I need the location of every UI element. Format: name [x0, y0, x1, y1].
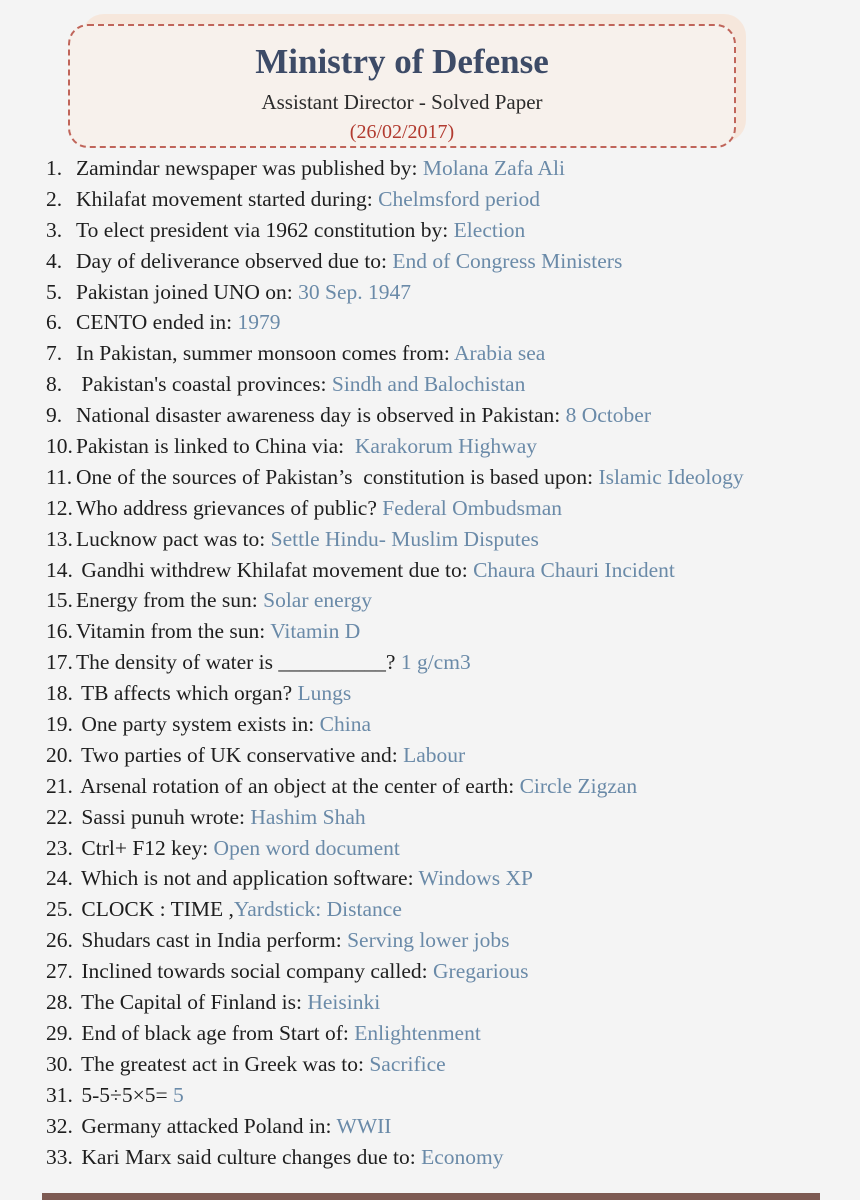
question-number: 29.: [46, 1020, 73, 1045]
answer-text: Election: [453, 217, 526, 242]
question-text: End of black age from Start of:: [76, 1020, 355, 1045]
question-text: Lucknow pact was to:: [76, 526, 271, 551]
question-number: 27.: [46, 959, 73, 984]
answer-text: Windows XP: [418, 866, 533, 891]
question-number: 8.: [46, 372, 63, 397]
question-number: 6.: [46, 310, 63, 335]
question-number: 2.: [46, 186, 63, 211]
question-item: [46, 678, 836, 709]
answer-text: End of Congress Ministers: [392, 248, 623, 273]
question-text: CLOCK : TIME ,: [76, 897, 234, 922]
question-number: 20.: [46, 742, 73, 767]
question-item: [46, 153, 836, 184]
question-item: [46, 1080, 836, 1111]
question-item: [46, 771, 836, 802]
answer-text: Labour: [403, 742, 466, 767]
question-number: 9.: [46, 403, 63, 428]
question-item: [46, 524, 836, 555]
question-number: 26.: [46, 928, 73, 953]
question-text: Ctrl+ F12 key:: [76, 835, 214, 860]
question-item: [46, 1111, 836, 1142]
question-number: 21.: [46, 773, 73, 798]
answer-text: Chelmsford period: [378, 186, 540, 211]
question-item: [46, 709, 836, 740]
question-item: [46, 894, 836, 925]
answer-text: Heisinki: [307, 990, 381, 1015]
answer-text: China: [319, 712, 371, 737]
question-number: 17.: [46, 650, 73, 675]
question-item: [46, 585, 836, 616]
answer-text: Karakorum Highway: [354, 434, 537, 459]
question-number: 11.: [46, 464, 73, 489]
question-number: 7.: [46, 341, 63, 366]
question-text: Shudars cast in India perform:: [76, 928, 348, 953]
footer-bar: [42, 1193, 820, 1200]
question-number: 24.: [46, 866, 73, 891]
question-item: [46, 1018, 836, 1049]
question-text: The greatest act in Greek was to:: [76, 1051, 370, 1076]
question-number: 19.: [46, 712, 73, 737]
question-text: Inclined towards social company called:: [76, 959, 434, 984]
answer-text: Enlightenment: [354, 1020, 481, 1045]
question-number: 1.: [46, 156, 63, 180]
answer-text: WWII: [336, 1113, 392, 1138]
question-text: National disaster awareness day is observed in Pakistan:: [76, 403, 566, 428]
question-item: [46, 863, 836, 894]
question-item: [46, 740, 836, 771]
answer-text: Open word document: [213, 835, 400, 860]
question-text: The Capital of Finland is:: [76, 990, 308, 1015]
question-number: 18.: [46, 681, 73, 706]
question-text: One of the sources of Pakistan’s constitution is based upon:: [76, 464, 599, 489]
question-text: TB affects which organ?: [76, 681, 298, 706]
question-text: The density of water is __________?: [76, 650, 401, 675]
question-item: [46, 431, 836, 462]
header-box: [68, 24, 736, 148]
question-text: Pakistan's coastal provinces:: [76, 372, 332, 397]
question-text: Day of deliverance observed due to:: [76, 248, 393, 273]
answer-text: Federal Ombudsman: [382, 495, 562, 520]
question-item: [46, 987, 836, 1018]
question-number: 4.: [46, 248, 63, 273]
answer-text: Economy: [421, 1144, 504, 1169]
question-number: 33.: [46, 1144, 73, 1169]
answer-text: Chaura Chauri Incident: [473, 557, 675, 582]
question-item: [46, 925, 836, 956]
question-text: In Pakistan, summer monsoon comes from:: [76, 341, 455, 366]
question-text: Vitamin from the sun:: [76, 619, 271, 644]
question-number: 25.: [46, 897, 73, 922]
page-title: Ministry of Defense: [255, 42, 549, 81]
question-item: [46, 1142, 836, 1173]
answer-text: Molana Zafa Ali: [422, 156, 565, 180]
question-number: 16.: [46, 619, 73, 644]
question-item: [46, 802, 836, 833]
question-item: [46, 1049, 836, 1080]
answer-text: 1979: [237, 310, 281, 335]
question-number: 5.: [46, 279, 63, 304]
question-number: 10.: [46, 434, 73, 459]
question-text: Gandhi withdrew Khilafat movement due to:: [76, 557, 474, 582]
answer-text: Yardstick: Distance: [233, 897, 402, 922]
answer-text: Vitamin D: [270, 619, 361, 644]
question-item: [46, 400, 836, 431]
question-item: [46, 833, 836, 864]
question-item: [46, 184, 836, 215]
question-text: 5-5÷5×5=: [76, 1082, 173, 1107]
paper-date: (26/02/2017): [349, 121, 455, 143]
question-item: [46, 647, 836, 678]
answer-text: Sacrifice: [369, 1051, 446, 1076]
question-item: [46, 462, 836, 493]
question-number: 30.: [46, 1051, 73, 1076]
page-subtitle: Assistant Director - Solved Paper: [261, 90, 543, 114]
question-text: Who address grievances of public?: [76, 495, 383, 520]
answer-text: Hashim Shah: [250, 804, 366, 829]
answer-text: 5: [172, 1082, 184, 1107]
answer-text: Solar energy: [263, 588, 372, 613]
question-text: Khilafat movement started during:: [76, 186, 379, 211]
question-text: To elect president via 1962 constitution by:: [76, 217, 454, 242]
question-number: 23.: [46, 835, 73, 860]
question-number: 32.: [46, 1113, 73, 1138]
question-list: [46, 153, 836, 1172]
question-item: [46, 616, 836, 647]
question-number: 31.: [46, 1082, 73, 1107]
question-text: Kari Marx said culture changes due to:: [76, 1144, 422, 1169]
answer-text: Islamic Ideology: [598, 464, 744, 489]
question-text: Two parties of UK conservative and:: [76, 742, 404, 767]
question-text: Pakistan is linked to China via:: [76, 434, 355, 459]
question-item: [46, 307, 836, 338]
question-text: Zamindar newspaper was published by:: [76, 156, 423, 180]
question-text: Pakistan joined UNO on:: [76, 279, 299, 304]
question-item: [46, 555, 836, 586]
question-text: Which is not and application software:: [76, 866, 419, 891]
question-number: 15.: [46, 588, 73, 613]
answer-text: Lungs: [297, 681, 352, 706]
question-number: 14.: [46, 557, 73, 582]
question-item: [46, 369, 836, 400]
question-text: One party system exists in:: [76, 712, 320, 737]
question-text: CENTO ended in:: [76, 310, 238, 335]
question-text: Sassi punuh wrote:: [76, 804, 251, 829]
answer-text: Sindh and Balochistan: [331, 372, 526, 397]
answer-text: Serving lower jobs: [347, 928, 510, 953]
question-item: [46, 956, 836, 987]
question-number: 28.: [46, 990, 73, 1015]
question-item: [46, 493, 836, 524]
question-item: [46, 246, 836, 277]
answer-text: 30 Sep. 1947: [298, 279, 412, 304]
question-number: 3.: [46, 217, 63, 242]
answer-text: 1 g/cm3: [400, 650, 471, 675]
question-item: [46, 215, 836, 246]
question-item: [46, 277, 836, 308]
question-text: Arsenal rotation of an object at the center of earth:: [76, 773, 520, 798]
question-text: Energy from the sun:: [76, 588, 264, 613]
answer-text: Circle Zigzan: [519, 773, 638, 798]
question-number: 22.: [46, 804, 73, 829]
answer-text: Gregarious: [433, 959, 529, 984]
answer-text: Settle Hindu- Muslim Disputes: [270, 526, 539, 551]
question-number: 12.: [46, 495, 73, 520]
question-text: Germany attacked Poland in:: [76, 1113, 337, 1138]
answer-text: 8 October: [565, 403, 651, 428]
question-item: [46, 338, 836, 369]
question-number: 13.: [46, 526, 73, 551]
answer-text: Arabia sea: [454, 341, 546, 366]
